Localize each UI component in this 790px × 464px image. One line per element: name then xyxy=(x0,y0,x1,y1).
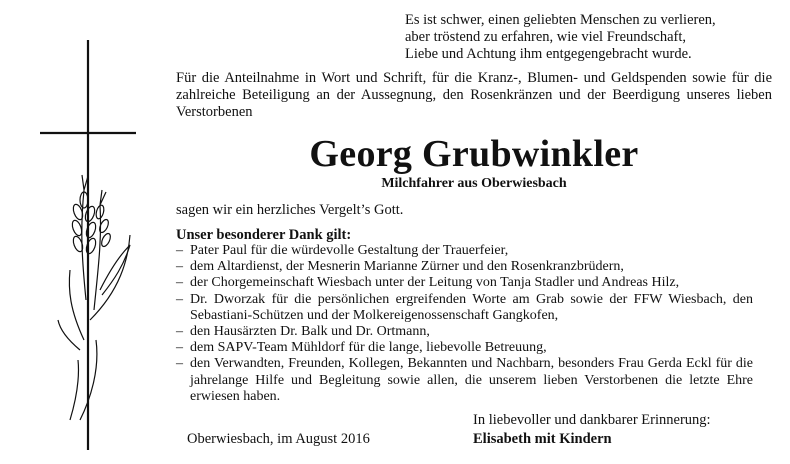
place-and-date: Oberwiesbach, im August 2016 xyxy=(187,431,370,447)
list-item: – dem SAPV-Team Mühldorf für die lange, liebevolle Betreuung, xyxy=(176,340,753,356)
cross-with-wheat-icon xyxy=(40,40,160,460)
list-item: – dem Altardienst, der Mesnerin Marianne Zürner und den Rosenkranzbrüdern, xyxy=(176,259,753,275)
list-item: – Pater Paul für die würdevolle Gestaltung der Trauerfeier, xyxy=(176,243,753,259)
special-thanks-list xyxy=(176,243,753,405)
deceased-name: Georg Grubwinkler xyxy=(309,133,639,175)
special-thanks-heading: Unser besonderer Dank gilt: xyxy=(176,227,352,243)
motto-line: Liebe und Achtung ihm entgegengebracht wurde. xyxy=(405,46,692,62)
deceased-occupation: Milchfahrer aus Oberwiesbach xyxy=(381,176,567,191)
motto-line: Es ist schwer, einen geliebten Menschen zu verlieren, xyxy=(405,12,716,28)
motto-quote xyxy=(405,12,775,63)
family-signature: Elisabeth mit Kindern xyxy=(473,431,612,447)
closing-line: In liebevoller und dankbarer Erinnerung: xyxy=(473,412,711,428)
thanks-line: sagen wir ein herzliches Vergelt’s Gott. xyxy=(176,202,404,218)
wheat-icon xyxy=(58,175,130,420)
intro-paragraph: Für die Anteilnahme in Wort und Schrift, für die Kranz-, Blumen- und Geldspenden sowie für die zahlreiche Beteiligung an der Aussegnung, den Rosenkränzen und der Beerdigung unseres lieben Verstorbenen xyxy=(176,70,772,120)
list-item: – den Verwandten, Freunden, Kollegen, Bekannten und Nachbarn, besonders Frau Gerda Eckl für die jahrelange Hilfe und Begleitung sowie allen, die unserem lieben Verstorbenen die letzte Ehre erwiesen haben. xyxy=(176,356,753,405)
list-item: – den Hausärzten Dr. Balk und Dr. Ortmann, xyxy=(176,324,753,340)
list-item: – der Chorgemeinschaft Wiesbach unter der Leitung von Tanja Stadler und Andreas Hilz, xyxy=(176,275,753,291)
list-item: – Dr. Dworzak für die persönlichen ergreifenden Worte am Grab sowie der FFW Wiesbach, den Sebastiani-Schützen und der Molkereigenossenschaft Gangkofen, xyxy=(176,292,753,324)
motto-line: aber tröstend zu erfahren, wie viel Freundschaft, xyxy=(405,29,687,45)
cross-icon xyxy=(40,40,136,450)
